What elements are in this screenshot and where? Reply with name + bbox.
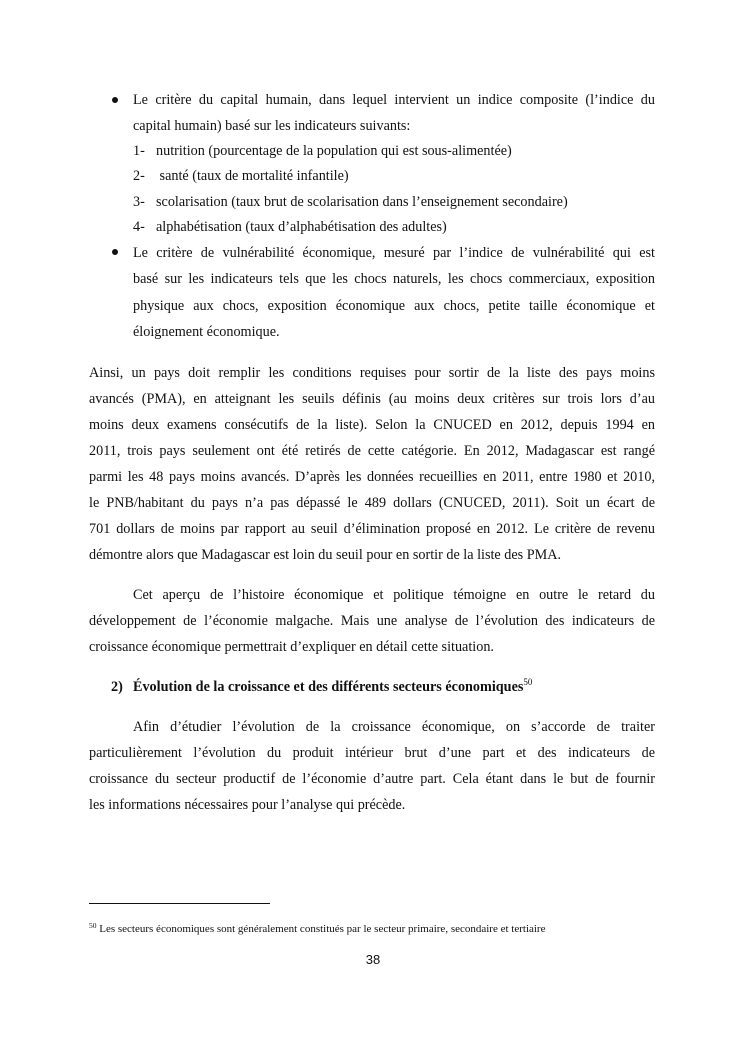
bullet-2-line-3: physique aux chocs, exposition économique aux chocs, petite taille économique et xyxy=(133,298,655,314)
section-number: 2) xyxy=(111,679,123,695)
bullet-1-line-2: capital humain) basé sur les indicateurs suivants: xyxy=(133,118,411,134)
sub-item-text: santé (taux de mortalité infantile) xyxy=(156,168,349,184)
bullet-2-line-2: basé sur les indicateurs tels que les chocs naturels, les chocs commerciaux, exposition xyxy=(133,271,655,287)
section-heading-text: Évolution de la croissance et des différents secteurs économiques xyxy=(133,679,524,695)
paragraph-2-line: croissance économique permettrait d’expliquer en détail cette situation. xyxy=(89,639,494,655)
bullet-2-line-1: Le critère de vulnérabilité économique, mesuré par l’indice de vulnérabilité qui est xyxy=(133,245,655,261)
paragraph-1-line: avancés (PMA), en atteignant les seuils définis (au moins deux critères sur trois lors d’au xyxy=(89,391,655,407)
footnote-separator xyxy=(89,903,270,904)
bullet-icon xyxy=(112,97,118,103)
paragraph-1-line: 2011, trois pays seulement ont été retirés de cette catégorie. En 2012, Madagascar est rangé xyxy=(89,443,655,459)
paragraph-1-line: démontre alors que Madagascar est loin du seuil pour en sortir de la liste des PMA. xyxy=(89,547,562,563)
paragraph-1-line: moins deux examens consécutifs de la liste). Selon la CNUCED en 2012, depuis 1994 en xyxy=(89,417,655,433)
sub-item-number: 2- xyxy=(133,168,145,184)
sub-item-number: 4- xyxy=(133,219,145,235)
footnote-text: Les secteurs économiques sont généralement constitués par le secteur primaire, secondaire et tertiaire xyxy=(96,923,546,935)
paragraph-1-line: Ainsi, un pays doit remplir les conditions requises pour sortir de la liste des pays moins xyxy=(89,365,655,381)
sub-item-number: 1- xyxy=(133,143,145,159)
sub-item-text: scolarisation (taux brut de scolarisation dans l’enseignement secondaire) xyxy=(156,194,568,210)
sub-item-text: nutrition (pourcentage de la population qui est sous-alimentée) xyxy=(156,143,512,159)
paragraph-2-line: Cet aperçu de l’histoire économique et politique témoigne en outre le retard du xyxy=(133,587,655,603)
paragraph-2-line: développement de l’économie malgache. Mais une analyse de l’évolution des indicateurs de xyxy=(89,613,655,629)
bullet-icon xyxy=(112,249,118,255)
page-number: 38 xyxy=(365,952,381,967)
paragraph-1-line: 701 dollars de moins par rapport au seuil d’élimination proposé en 2012. Le critère de revenu xyxy=(89,521,655,537)
paragraph-1-line: le PNB/habitant du pays n’a pas dépassé le 489 dollars (CNUCED, 2011). Soit un écart de xyxy=(89,495,655,511)
sub-item-text: alphabétisation (taux d’alphabétisation des adultes) xyxy=(156,219,447,235)
paragraph-3-line: croissance du secteur productif de l’économie d’autre part. Cela étant dans le but de fournir xyxy=(89,771,655,787)
section-heading xyxy=(133,678,532,696)
footnote xyxy=(89,922,545,936)
paragraph-1-line: parmi les 48 pays moins avancés. D’après les données recueillies en 2011, entre 1980 et 2010, xyxy=(89,469,655,485)
bullet-1-line-1: Le critère du capital humain, dans lequel intervient un indice composite (l’indice du xyxy=(133,92,655,108)
paragraph-3-line: Afin d’étudier l’évolution de la croissance économique, on s’accorde de traiter xyxy=(133,719,655,735)
sub-item-number: 3- xyxy=(133,194,145,210)
footnote-reference[interactable]: 50 xyxy=(523,677,533,687)
footnote-number: 50 xyxy=(89,921,97,930)
paragraph-3-line: les informations nécessaires pour l’analyse qui précède. xyxy=(89,797,406,813)
bullet-2-line-4: éloignement économique. xyxy=(133,324,280,340)
paragraph-3-line: particulièrement l’évolution du produit intérieur brut d’une part et des indicateurs de xyxy=(89,745,655,761)
